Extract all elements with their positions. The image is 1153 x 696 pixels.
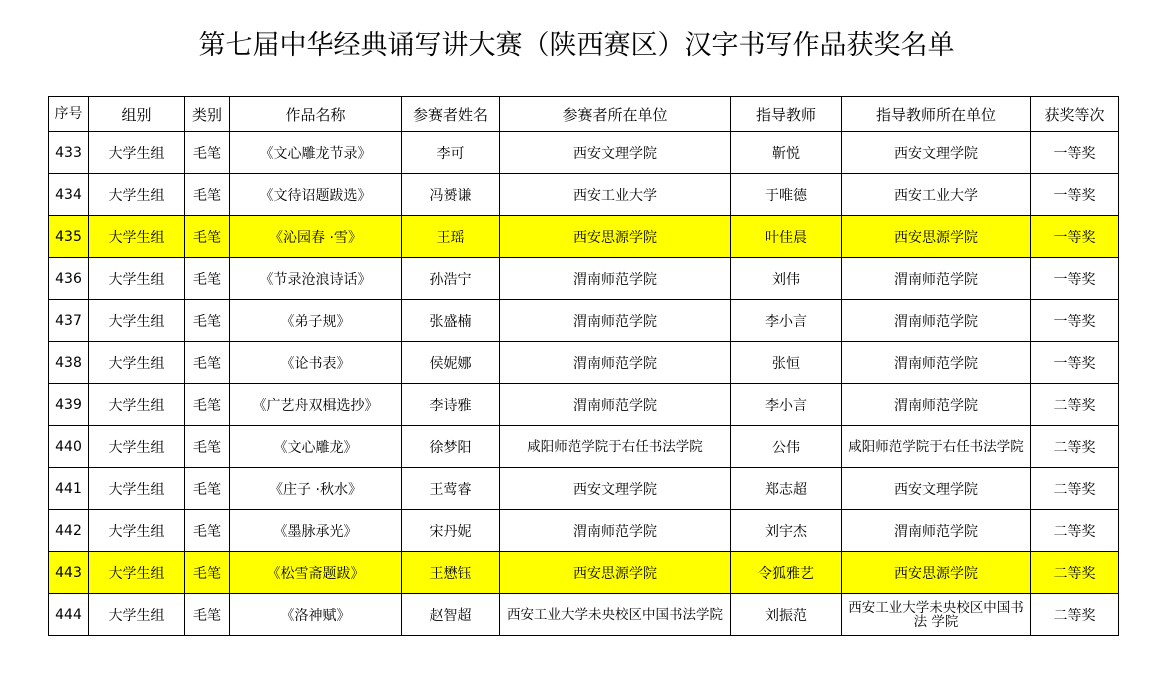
cell-entrant-unit: 西安思源学院: [500, 552, 731, 594]
cell-category: 毛笔: [185, 174, 230, 216]
table-row: [49, 300, 1119, 342]
cell-group: 大学生组: [89, 384, 185, 426]
table-row: [49, 216, 1119, 258]
cell-group: 大学生组: [89, 216, 185, 258]
cell-group: 大学生组: [89, 426, 185, 468]
cell-category: 毛笔: [185, 552, 230, 594]
cell-award: 二等奖: [1031, 510, 1119, 552]
cell-work: 《广艺舟双楫选抄》: [230, 384, 402, 426]
cell-entrant-unit: 咸阳师范学院于右任书法学院: [500, 426, 731, 468]
cell-entrant-unit: 西安工业大学未央校区中国书法学院: [500, 594, 731, 636]
cell-category: 毛笔: [185, 426, 230, 468]
cell-category: 毛笔: [185, 594, 230, 636]
cell-group: 大学生组: [89, 468, 185, 510]
cell-teacher-unit: 渭南师范学院: [842, 342, 1031, 384]
cell-group: 大学生组: [89, 258, 185, 300]
cell-teacher-unit: 西安文理学院: [842, 468, 1031, 510]
cell-group: 大学生组: [89, 132, 185, 174]
cell-work: 《庄子 ·秋水》: [230, 468, 402, 510]
cell-seq: 436: [49, 258, 89, 300]
cell-category: 毛笔: [185, 216, 230, 258]
cell-teacher-unit: 渭南师范学院: [842, 300, 1031, 342]
cell-work: 《文心雕龙节录》: [230, 132, 402, 174]
cell-entrant-unit: 渭南师范学院: [500, 258, 731, 300]
table-row: [49, 258, 1119, 300]
cell-teacher: 刘宇杰: [731, 510, 842, 552]
cell-teacher-unit: 渭南师范学院: [842, 258, 1031, 300]
cell-award: 一等奖: [1031, 300, 1119, 342]
cell-entrant: 徐梦阳: [402, 426, 500, 468]
cell-group: 大学生组: [89, 552, 185, 594]
cell-entrant: 李诗雅: [402, 384, 500, 426]
cell-entrant-unit: 西安思源学院: [500, 216, 731, 258]
cell-seq: 440: [49, 426, 89, 468]
table-row: [49, 510, 1119, 552]
cell-entrant: 侯妮娜: [402, 342, 500, 384]
cell-entrant: 孙浩宁: [402, 258, 500, 300]
cell-award: 二等奖: [1031, 468, 1119, 510]
cell-entrant-unit: 西安文理学院: [500, 132, 731, 174]
table-row: [49, 384, 1119, 426]
cell-entrant-unit: 渭南师范学院: [500, 384, 731, 426]
cell-seq: 443: [49, 552, 89, 594]
cell-teacher: 靳悦: [731, 132, 842, 174]
cell-work: 《节录沧浪诗话》: [230, 258, 402, 300]
table-header-row: [49, 97, 1119, 132]
cell-entrant: 宋丹妮: [402, 510, 500, 552]
cell-award: 二等奖: [1031, 594, 1119, 636]
cell-seq: 441: [49, 468, 89, 510]
cell-award: 一等奖: [1031, 216, 1119, 258]
header-entrant-unit: 参赛者所在单位: [500, 97, 731, 132]
cell-teacher: 郑志超: [731, 468, 842, 510]
cell-seq: 434: [49, 174, 89, 216]
cell-entrant: 张盛楠: [402, 300, 500, 342]
cell-work: 《墨脉承光》: [230, 510, 402, 552]
cell-award: 一等奖: [1031, 132, 1119, 174]
header-group: 组别: [89, 97, 185, 132]
cell-entrant-unit: 渭南师范学院: [500, 510, 731, 552]
cell-entrant-unit: 西安文理学院: [500, 468, 731, 510]
cell-work: 《文待诏题跋选》: [230, 174, 402, 216]
cell-entrant: 王懋钰: [402, 552, 500, 594]
cell-seq: 437: [49, 300, 89, 342]
table-row: [49, 594, 1119, 636]
cell-entrant-unit: 西安工业大学: [500, 174, 731, 216]
cell-award: 一等奖: [1031, 258, 1119, 300]
table-row: [49, 552, 1119, 594]
cell-entrant: 王莺睿: [402, 468, 500, 510]
cell-teacher: 张恒: [731, 342, 842, 384]
cell-entrant-unit: 渭南师范学院: [500, 342, 731, 384]
cell-category: 毛笔: [185, 258, 230, 300]
cell-entrant: 李可: [402, 132, 500, 174]
cell-group: 大学生组: [89, 300, 185, 342]
cell-teacher: 李小言: [731, 300, 842, 342]
cell-entrant: 赵智超: [402, 594, 500, 636]
award-table: [48, 96, 1119, 636]
cell-award: 二等奖: [1031, 426, 1119, 468]
header-teacher: 指导教师: [731, 97, 842, 132]
header-seq: 序号: [49, 97, 89, 132]
cell-teacher-unit: 西安文理学院: [842, 132, 1031, 174]
cell-work: 《文心雕龙》: [230, 426, 402, 468]
cell-teacher: 刘伟: [731, 258, 842, 300]
cell-entrant: 王瑶: [402, 216, 500, 258]
cell-teacher-unit: 西安思源学院: [842, 216, 1031, 258]
cell-category: 毛笔: [185, 384, 230, 426]
cell-teacher: 叶佳晨: [731, 216, 842, 258]
table-row: [49, 468, 1119, 510]
cell-category: 毛笔: [185, 300, 230, 342]
cell-teacher: 于唯德: [731, 174, 842, 216]
cell-entrant: 冯赟谦: [402, 174, 500, 216]
table-row: [49, 132, 1119, 174]
cell-teacher-unit: 渭南师范学院: [842, 510, 1031, 552]
cell-seq: 444: [49, 594, 89, 636]
cell-category: 毛笔: [185, 132, 230, 174]
header-entrant: 参赛者姓名: [402, 97, 500, 132]
table-row: [49, 174, 1119, 216]
cell-group: 大学生组: [89, 174, 185, 216]
cell-teacher-unit: 咸阳师范学院于右任书法学院: [842, 426, 1031, 468]
cell-award: 二等奖: [1031, 552, 1119, 594]
header-award: 获奖等次: [1031, 97, 1119, 132]
cell-teacher-unit: 西安工业大学: [842, 174, 1031, 216]
cell-category: 毛笔: [185, 468, 230, 510]
cell-teacher-unit: 西安工业大学未央校区中国书法 学院: [842, 594, 1031, 636]
cell-work: 《沁园春 ·雪》: [230, 216, 402, 258]
cell-group: 大学生组: [89, 342, 185, 384]
cell-work: 《松雪斋题跋》: [230, 552, 402, 594]
cell-teacher-unit: 渭南师范学院: [842, 384, 1031, 426]
cell-teacher: 令狐雅艺: [731, 552, 842, 594]
cell-seq: 435: [49, 216, 89, 258]
cell-seq: 442: [49, 510, 89, 552]
cell-work: 《弟子规》: [230, 300, 402, 342]
cell-teacher-unit: 西安思源学院: [842, 552, 1031, 594]
cell-seq: 433: [49, 132, 89, 174]
cell-teacher: 刘振范: [731, 594, 842, 636]
header-work: 作品名称: [230, 97, 402, 132]
cell-seq: 439: [49, 384, 89, 426]
cell-seq: 438: [49, 342, 89, 384]
cell-award: 二等奖: [1031, 384, 1119, 426]
cell-group: 大学生组: [89, 594, 185, 636]
header-teacher-unit: 指导教师所在单位: [842, 97, 1031, 132]
cell-work: 《洛神赋》: [230, 594, 402, 636]
cell-group: 大学生组: [89, 510, 185, 552]
cell-category: 毛笔: [185, 510, 230, 552]
table-row: [49, 426, 1119, 468]
cell-award: 一等奖: [1031, 342, 1119, 384]
cell-category: 毛笔: [185, 342, 230, 384]
cell-teacher: 李小言: [731, 384, 842, 426]
table-row: [49, 342, 1119, 384]
cell-teacher: 公伟: [731, 426, 842, 468]
header-category: 类别: [185, 97, 230, 132]
page-title: 第七届中华经典诵写讲大赛（陕西赛区）汉字书写作品获奖名单: [198, 30, 955, 61]
cell-award: 一等奖: [1031, 174, 1119, 216]
cell-work: 《论书表》: [230, 342, 402, 384]
cell-entrant-unit: 渭南师范学院: [500, 300, 731, 342]
